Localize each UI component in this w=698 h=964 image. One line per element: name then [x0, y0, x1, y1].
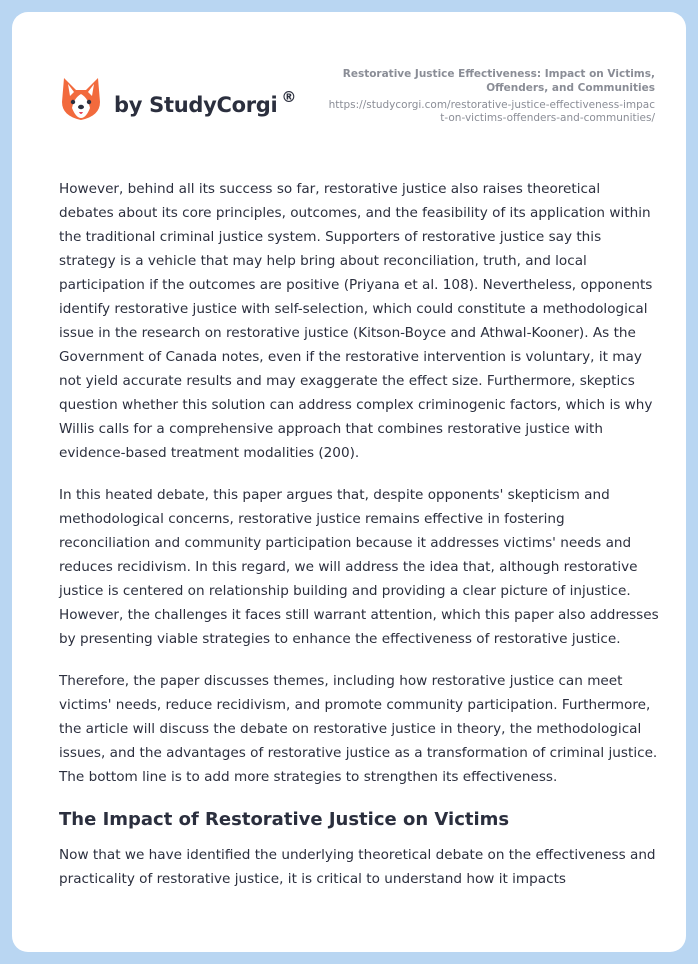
logo-text: by StudyCorgi ® [114, 87, 297, 117]
document-body [59, 177, 659, 909]
body-paragraph-1: However, behind all its success so far, restorative justice also raises theoretical debates about its core principles, outcomes, and the feasibility of its application within the traditional criminal justice system. Supporters of restorative justice say this strategy is a vehicle that may help bring about reconciliation, truth, and local participation if the outcomes are positive (Priyana et al. 108). Nevertheless, opponents identify restorative justice with self-selection, which could constitute a methodological issue in the research on restorative justice (Kitson-Boyce and Athwal-Kooner). As the Government of Canada notes, even if the restorative intervention is voluntary, it may not yield accurate results and may exaggerate the effect size. Furthermore, skeptics question whether this solution can address complex criminogenic factors, which is why Willis calls for a comprehensive approach that combines restorative justice with evidence-based treatment modalities (200). [59, 181, 653, 461]
document-page [12, 12, 686, 952]
body-paragraph-2: In this heated debate, this paper argues that, despite opponents' skepticism and methodological concerns, restorative justice remains effective in fostering reconciliation and community participation because it addresses victims' needs and reduces recidivism. In this regard, we will address the idea that, although restorative justice is centered on relationship building and providing a clear picture of injustice. However, the challenges it faces still warrant attention, which this paper also addresses by presenting viable strategies to enhance the effectiveness of restorative justice. [59, 487, 659, 647]
document-header [12, 12, 686, 162]
corgi-logo-icon [60, 76, 102, 122]
registered-mark: ® [281, 87, 297, 106]
document-url[interactable]: https://studycorgi.com/restorative-justice-effectiveness-impact-on-victims-offenders-and-communities/ [328, 99, 655, 124]
section-heading: The Impact of Restorative Justice on Victims [59, 809, 510, 830]
document-meta [325, 67, 655, 125]
studycorgi-logo[interactable] [60, 76, 296, 122]
section-paragraph: Now that we have identified the underlying theoretical debate on the effectiveness and practicality of restorative justice, it is critical to understand how it impacts [59, 847, 656, 887]
document-title: Restorative Justice Effectiveness: Impact on Victims, Offenders, and Communities [342, 68, 655, 94]
body-paragraph-3: Therefore, the paper discusses themes, including how restorative justice can meet victims' needs, reduce recidivism, and promote community participation. Furthermore, the article will discuss the debate on restorative justice in theory, the methodological issues, and the advantages of restorative justice as a transformation of criminal justice. The bottom line is to add more strategies to strengthen its effectiveness. [59, 673, 658, 785]
